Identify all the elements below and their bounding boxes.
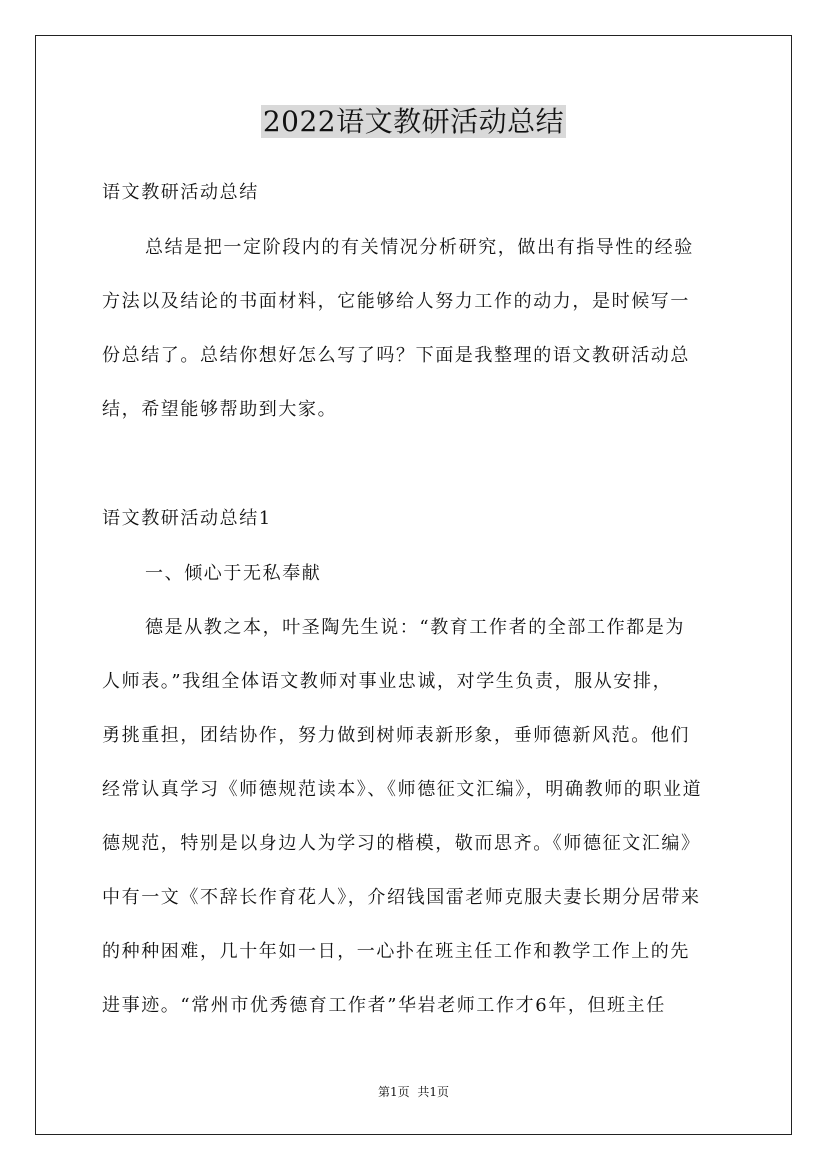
body-line: 中有一文《不辞长作育花人》，介绍钱国雷老师克服夫妻长期分居带来 [102, 887, 701, 908]
body-line: 德规范，特别是以身边人为学习的楷模，敬而思齐。《师德征文汇编》 [102, 833, 701, 854]
intro-line: 方法以及结论的书面材料，它能够给人努力工作的动力，是时候写一 [102, 291, 690, 312]
body-line: 进事迹。“常州市优秀德育工作者”华岩老师工作才6年，但班主任 [102, 995, 666, 1016]
intro-line: 总结是把一定阶段内的有关情况分析研究，做出有指导性的经验 [145, 237, 694, 258]
document-title-text: 2022语文教研活动总结 [262, 105, 565, 138]
body-line: 勇挑重担，团结协作，努力做到树师表新形象，垂师德新风范。他们 [102, 725, 690, 746]
section-heading: 语文教研活动总结1 [102, 508, 272, 529]
intro-line: 结，希望能够帮助到大家。 [102, 399, 338, 420]
page-footer [0, 1084, 827, 1100]
document-title [0, 100, 827, 144]
section-subheading: 一、倾心于无私奉献 [145, 563, 322, 584]
body-line: 德是从教之本，叶圣陶先生说：“教育工作者的全部工作都是为 [145, 617, 685, 638]
page-number: 第1页 [377, 1085, 410, 1099]
body-line: 的种种困难，几十年如一日，一心扑在班主任工作和教学工作上的先 [102, 941, 690, 962]
intro-line: 份总结了。总结你想好怎么写了吗？下面是我整理的语文教研活动总 [102, 345, 690, 366]
page-total: 共1页 [417, 1085, 450, 1099]
body-line: 人师表。”我组全体语文教师对事业忠诚，对学生负责，服从安排， [102, 671, 673, 692]
document-subtitle: 语文教研活动总结 [102, 182, 259, 203]
body-line: 经常认真学习《师德规范读本》、《师德征文汇编》，明确教师的职业道 [102, 779, 703, 800]
